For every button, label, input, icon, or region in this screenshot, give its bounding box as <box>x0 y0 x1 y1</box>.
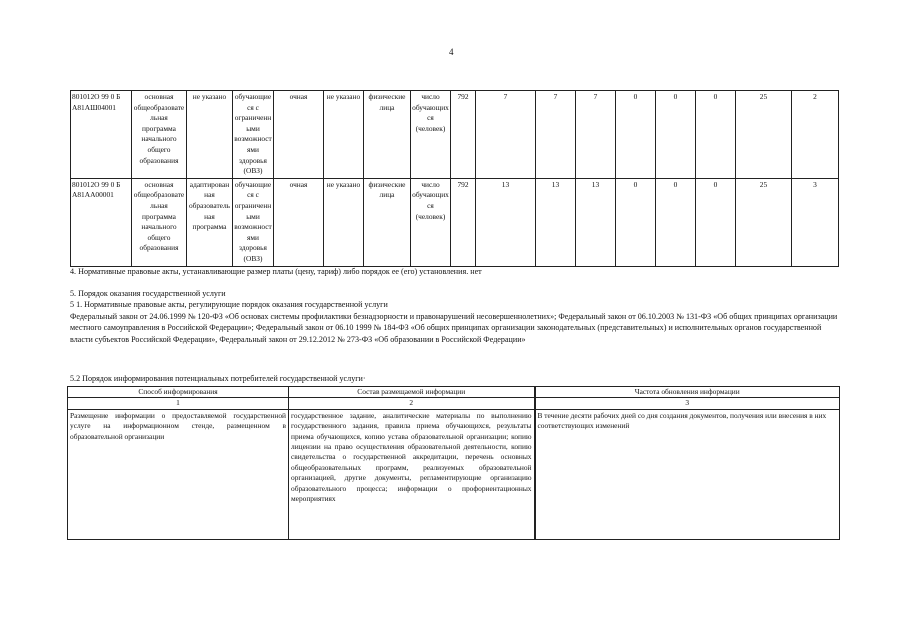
info-table-header-row <box>68 387 840 398</box>
page-number: 4 <box>449 47 454 57</box>
service-volume-table <box>70 90 839 267</box>
info-content: государственное задание, аналитические материалы по выполнению государственного задания, правила приема обучающихся, результаты приема обучающихся, копию устава образовательной организации; копию лицензии на право осуществления образовательной деятельности, копию свидетельства о государственной аккредитации, перечень основных общеобразовательных программ, реализуемых образовательной организацией, другие документы, регламентирующие организацию образовательного процесса; информации о профориентационных мероприятиях <box>289 409 535 539</box>
cell-form: очная <box>274 91 324 179</box>
cell-unit-code: 792 <box>451 178 476 266</box>
cell-v2: 7 <box>536 91 576 179</box>
cell-code: 801012О 99 0 Б А81АА00001 <box>71 178 132 266</box>
cell-v1: 7 <box>476 91 536 179</box>
cell-period: не указано <box>324 91 364 179</box>
information-table <box>67 386 840 540</box>
info-method: Размещение информации о предоставляемой государственной услуге на информационном стенде, размещенном в образовательной организации <box>68 409 289 539</box>
cell-v7: 25 <box>736 178 792 266</box>
cell-indicator: число обучающихся (человек) <box>411 178 451 266</box>
cell-v3: 7 <box>576 91 616 179</box>
cell-v5: 0 <box>656 178 696 266</box>
col-number-3: 3 <box>535 398 840 409</box>
cell-v6: 0 <box>696 178 736 266</box>
cell-v4: 0 <box>616 178 656 266</box>
table-row <box>71 91 839 179</box>
cell-consumers: физические лица <box>364 91 411 179</box>
cell-v5: 0 <box>656 91 696 179</box>
info-table-number-row <box>68 398 840 409</box>
col-number-2: 2 <box>289 398 535 409</box>
info-table-row <box>68 409 840 539</box>
table-row <box>71 178 839 266</box>
cell-period: не указано <box>324 178 364 266</box>
section-5-1-laws: Федеральный закон от 24.06.1999 № 120-ФЗ «Об основах системы профилактики безнадзорности и правонарушений несовершеннолетних»; Федеральный закон от 06.10.2003 № 131-ФЗ «Об общих принципах организации местного самоуправления в Российской Федерации»; Федеральный закон от 06.10 1999 № 184-ФЗ «Об общих принципах организации законодательных (представительных) и исполнительных органов государственной власти субъектов Российской Федерации», Федеральный закон от 29.12.2012 № 273-ФЗ «Об образовании в Российской Федерации» <box>70 312 838 344</box>
cell-v1: 13 <box>476 178 536 266</box>
cell-indicator: число обучающихся (человек) <box>411 91 451 179</box>
cell-v2: 13 <box>536 178 576 266</box>
cell-program: основная общеобразовательная программа начального общего образования <box>132 178 187 266</box>
cell-category: обучающиеся с ограниченными возможностями здоровья (ОВЗ) <box>233 178 274 266</box>
cell-v6: 0 <box>696 91 736 179</box>
cell-v8: 2 <box>792 91 839 179</box>
cell-v3: 13 <box>576 178 616 266</box>
cell-program: основная общеобразовательная программа начального общего образования <box>132 91 187 179</box>
cell-form: очная <box>274 178 324 266</box>
cell-v8: 3 <box>792 178 839 266</box>
cell-v7: 25 <box>736 91 792 179</box>
cell-v4: 0 <box>616 91 656 179</box>
section-4-text: 4. Нормативные правовые акты, устанавливающие размер платы (цену, тариф) либо порядок ее (его) установления. нет <box>70 267 482 276</box>
cell-type: не указано <box>187 91 233 179</box>
section-5-1-title: 5 1. Нормативные правовые акты, регулирующие порядок оказания государственной услуги <box>70 300 388 309</box>
header-frequency: Частота обновления информации <box>535 387 840 398</box>
cell-category: обучающиеся с ограниченными возможностями здоровья (ОВЗ) <box>233 91 274 179</box>
header-method: Способ информирования <box>68 387 289 398</box>
section-5-title: 5. Порядок оказания государственной услуги <box>70 289 226 298</box>
cell-consumers: физические лица <box>364 178 411 266</box>
info-frequency: В течение десяти рабочих дней со дня создания документов, получения или внесения в них соответствующих изменений <box>535 409 840 539</box>
cell-code: 801012О 99 0 Б А81АШ04001 <box>71 91 132 179</box>
section-5-2-title: 5.2 Порядок информирования потенциальных потребителей государственной услуги· <box>70 374 366 383</box>
header-content: Состав размещаемой информации <box>289 387 535 398</box>
col-number-1: 1 <box>68 398 289 409</box>
cell-type: адаптированная образовательная программа <box>187 178 233 266</box>
cell-unit-code: 792 <box>451 91 476 179</box>
